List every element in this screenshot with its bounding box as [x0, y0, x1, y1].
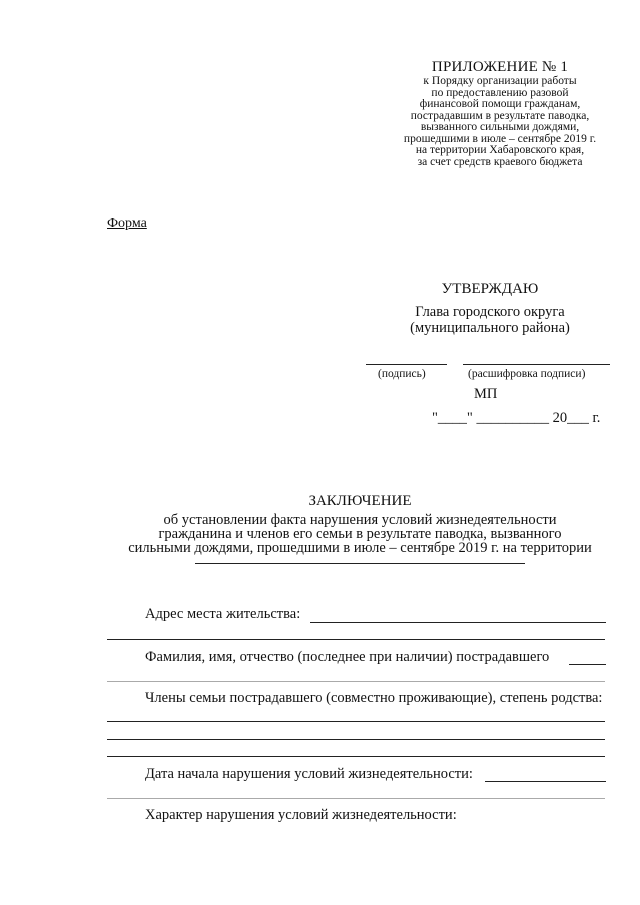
approval-date: "____" __________ 20___ г.: [432, 410, 601, 426]
address-blank-line-2[interactable]: [107, 639, 605, 640]
form-label: Форма: [107, 216, 147, 231]
seal-label: МП: [474, 386, 498, 402]
appendix-line: вызванного сильными дождями,: [420, 121, 580, 133]
appendix-block: [380, 58, 620, 168]
appendix-line: финансовой помощи гражданам,: [419, 98, 581, 110]
signature-caption: (подпись): [378, 368, 426, 380]
family-blank-line-3[interactable]: [107, 756, 605, 757]
conclusion-block: [95, 492, 625, 564]
nature-label: Характер нарушения условий жизнедеятельности:: [145, 807, 457, 823]
start-date-label: Дата начала нарушения условий жизнедеятельности:: [145, 766, 473, 782]
appendix-line: на территории Хабаровского края,: [415, 144, 585, 156]
full-name-blank-line[interactable]: [569, 664, 606, 665]
full-name-label: Фамилия, имя, отчество (последнее при наличии) пострадавшего: [145, 649, 550, 665]
conclusion-heading: ЗАКЛЮЧЕНИЕ: [308, 493, 412, 509]
appendix-title: ПРИЛОЖЕНИЕ № 1: [431, 59, 569, 75]
address-label: Адрес места жительства:: [145, 606, 301, 622]
approval-title: УТВЕРЖДАЮ: [441, 281, 539, 297]
start-date-blank-line-2[interactable]: [107, 798, 605, 799]
start-date-blank-line[interactable]: [485, 781, 606, 782]
approval-position-line1: Глава городского округа: [415, 304, 565, 320]
conclusion-line: об установлении факта нарушения условий жизнедеятельности: [163, 512, 557, 528]
appendix-line: по предоставлению разовой: [431, 86, 569, 99]
family-blank-line-1[interactable]: [107, 721, 605, 722]
appendix-line: пострадавшим в результате паводка,: [410, 109, 590, 122]
appendix-line: за счет средств краевого бюджета: [417, 155, 583, 168]
address-blank-line[interactable]: [310, 622, 606, 623]
appendix-line: прошедшими в июле – сентябре 2019 г.: [403, 132, 597, 145]
appendix-line: к Порядку организации работы: [423, 75, 577, 87]
full-name-blank-line-2[interactable]: [107, 681, 605, 682]
decryption-line: [463, 364, 610, 365]
territory-blank-line[interactable]: [195, 563, 525, 564]
conclusion-line: гражданина и членов его семьи в результате паводка, вызванного: [158, 526, 562, 542]
approval-block: [370, 280, 610, 336]
decryption-caption: (расшифровка подписи): [468, 368, 586, 380]
signature-line: [366, 364, 447, 365]
approval-position-line2: (муниципального района): [410, 320, 570, 336]
conclusion-line: сильными дождями, прошедшими в июле – сентябре 2019 г. на территории: [128, 540, 592, 556]
family-label: Члены семьи пострадавшего (совместно проживающие), степень родства:: [145, 690, 603, 706]
family-blank-line-2[interactable]: [107, 739, 605, 740]
